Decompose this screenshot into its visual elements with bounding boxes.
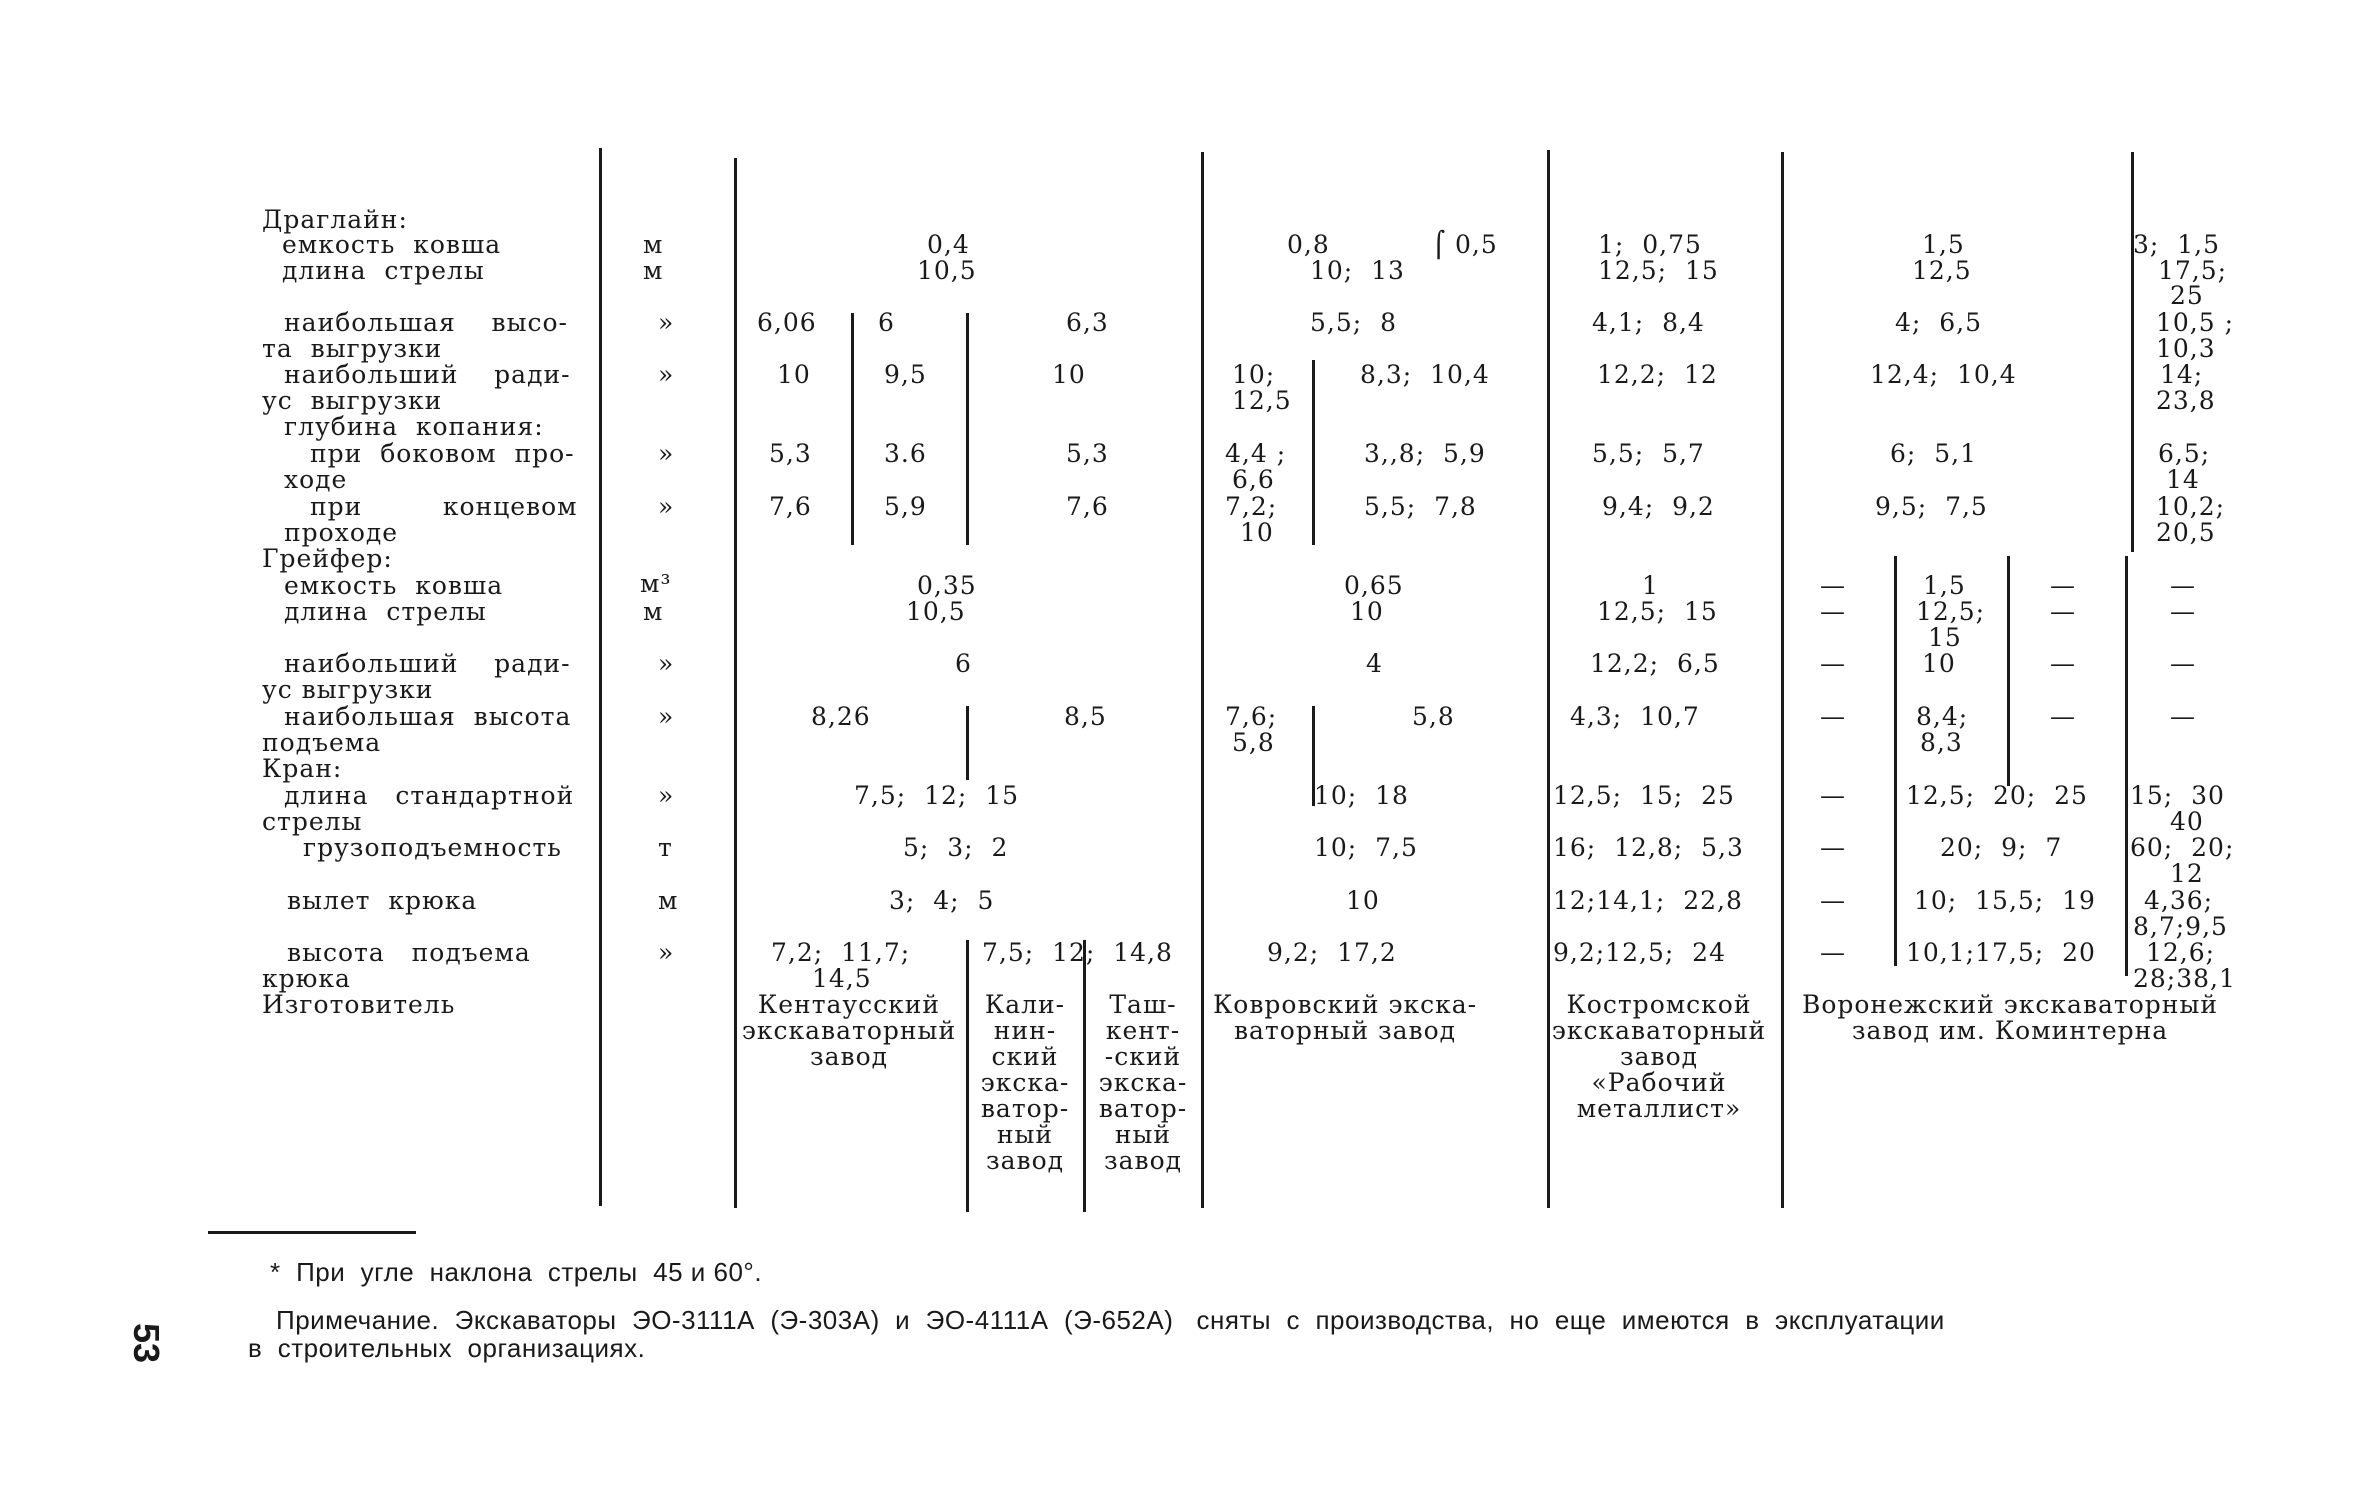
manufacturer-cell [968, 992, 1082, 1174]
table-cell: 20,5 [2156, 518, 2216, 547]
table-cell: 12,5; 15; 25 [1553, 781, 1735, 810]
manufacturer-line: Кали- [984, 990, 1066, 1019]
manufacturer-line: кент- [1105, 1016, 1181, 1045]
page-number: 53 [126, 1322, 168, 1364]
table-cell: 9,2; 17,2 [1267, 938, 1397, 967]
table-cell: 10,5 [917, 256, 977, 285]
table-cell: 12,5 [1232, 386, 1292, 415]
note-line-1: Примечание. Экскаваторы ЭО-3111А (Э-303А) и ЭО-4111А (Э-652А) сняты с производства, но еще имеются в эксплуатации [276, 1305, 1945, 1335]
table-cell: 12,5 [1912, 256, 1972, 285]
table-cell: — [2170, 597, 2196, 626]
table-cell: 12,2; 12 [1597, 360, 1718, 389]
table-cell: 5,9 [884, 492, 927, 521]
table-cell: 5,8 [1412, 702, 1455, 731]
cell-rule [851, 313, 854, 545]
table-cell: Грейфер: [262, 544, 393, 573]
table-cell: при боковом про- [310, 439, 575, 468]
table-cell: 12,5; [1916, 597, 1986, 626]
table-cell: 10,5 ; [2156, 308, 2235, 337]
table-cell: 10; [1232, 360, 1276, 389]
table-cell: 7,2; [1225, 492, 1278, 521]
manufacturer-line: завод им. Коминтерна [1851, 1016, 2169, 1045]
table-cell: 14,5 [812, 964, 872, 993]
table-cell: 25 [2170, 281, 2204, 310]
table-cell: вылет крюка [287, 886, 478, 915]
table-cell: 9,2;12,5; 24 [1553, 938, 1726, 967]
table-cell: 3; 4; 5 [889, 886, 995, 915]
table-cell: длина стрелы [284, 597, 487, 626]
table-cell: глубина копания: [284, 412, 544, 441]
table-cell: м [643, 597, 664, 626]
table-cell: 5,3 [769, 439, 812, 468]
table-cell: — [2050, 649, 2076, 678]
table-cell: Кран: [262, 754, 343, 783]
table-cell: 3,,8; 5,9 [1364, 439, 1486, 468]
table-cell: — [2050, 702, 2076, 731]
table-cell: 3.6 [884, 439, 927, 468]
table-cell: наибольшая высо- [284, 308, 569, 337]
manufacturer-line: завод [985, 1146, 1065, 1175]
table-cell: 10 [1052, 360, 1086, 389]
manufacturer-cell [1548, 992, 1770, 1122]
manufacturer-line: металлист» [1576, 1094, 1742, 1123]
table-cell: 10; 13 [1310, 256, 1405, 285]
manufacturer-line: Костромской [1566, 990, 1752, 1019]
cell-rule [966, 706, 969, 780]
table-cell: подъема [262, 728, 382, 757]
table-cell: 4,36; [2144, 886, 2214, 915]
table-cell: проходе [284, 518, 399, 547]
table-cell: 4,4 ; [1225, 439, 1287, 468]
column-rule [599, 148, 602, 1206]
manufacturer-line: «Рабочий [1591, 1068, 1727, 1097]
table-cell: 4,3; 10,7 [1570, 702, 1700, 731]
manufacturer-line: завод [809, 1042, 889, 1071]
table-cell: м [643, 256, 664, 285]
table-cell: 8,3; 10,4 [1360, 360, 1490, 389]
table-cell: 6; 5,1 [1890, 439, 1977, 468]
table-cell: при концевом [310, 492, 578, 521]
table-cell: 5,8 [1232, 728, 1275, 757]
table-cell: » [658, 439, 675, 468]
footnote: * При угле наклона стрелы 45 и 60°. [270, 1257, 763, 1287]
table-cell: 6,6 [1232, 465, 1275, 494]
table-cell: » [658, 781, 675, 810]
table-cell: ус выгрузки [262, 675, 434, 704]
table-cell: 6,3 [1066, 308, 1109, 337]
table-cell: 12,6; [2146, 938, 2216, 967]
manufacturer-line: ватор- [1098, 1094, 1188, 1123]
table-cell: 14; [2160, 360, 2204, 389]
table-cell: 12,5; 15 [1598, 256, 1719, 285]
table-cell: 7,6 [1066, 492, 1109, 521]
table-cell: — [1820, 938, 1846, 967]
table-cell: 4,1; 8,4 [1592, 308, 1705, 337]
table-cell: 40 [2170, 807, 2204, 836]
manufacturer-cell [1790, 992, 2230, 1044]
cell-rule [1894, 556, 1897, 966]
table-cell: 12,5; 15 [1597, 597, 1718, 626]
table-cell: — [2170, 702, 2196, 731]
manufacturer-line: ный [996, 1120, 1054, 1149]
column-rule [1201, 152, 1204, 1208]
table-cell: т [658, 833, 673, 862]
table-cell: — [1820, 571, 1846, 600]
table-cell: » [658, 702, 675, 731]
manufacturer-cell [1210, 992, 1480, 1044]
table-cell: ходе [284, 465, 348, 494]
table-cell: 9,5 [884, 360, 927, 389]
footnote-rule [208, 1231, 416, 1234]
table-cell: 5,5; 7,8 [1364, 492, 1477, 521]
table-cell: 10 [1350, 597, 1384, 626]
table-cell: 1; 0,75 [1598, 230, 1702, 259]
table-cell: 7,6 [769, 492, 812, 521]
table-cell: 10 [1922, 649, 1956, 678]
manufacturer-line: экска- [980, 1068, 1070, 1097]
table-cell: 12;14,1; 22,8 [1553, 886, 1743, 915]
table-cell: 1 [1642, 571, 1659, 600]
table-cell: 8,3 [1920, 728, 1963, 757]
manufacturer-line: экскаваторный [741, 1016, 957, 1045]
table-cell: 12,5; 20; 25 [1906, 781, 2088, 810]
table-cell: крюка [262, 964, 351, 993]
table-cell: — [1820, 833, 1846, 862]
table-cell: 9,4; 9,2 [1602, 492, 1715, 521]
table-cell: 28;38,1 [2133, 964, 2236, 993]
table-cell: » [658, 492, 675, 521]
table-cell: 8,4; [1916, 702, 1969, 731]
table-cell: 15; 30 [2130, 781, 2225, 810]
table-cell: — [2050, 571, 2076, 600]
table-cell: — [1820, 597, 1846, 626]
table-cell: ус выгрузки [262, 386, 443, 415]
table-cell: — [2170, 649, 2196, 678]
table-cell: 7,2; 11,7; [771, 938, 911, 967]
table-cell: 0,8 [1287, 230, 1330, 259]
manufacturer-line: завод [1619, 1042, 1699, 1071]
table-cell: 8,7;9,5 [2133, 912, 2228, 941]
table-cell: ⌠ 0,5 [1432, 230, 1498, 259]
table-cell: 5; 3; 2 [903, 833, 1009, 862]
table-cell: 7,6; [1225, 702, 1278, 731]
table-cell: 16; 12,8; 5,3 [1553, 833, 1744, 862]
table-cell: грузоподъемность [303, 833, 562, 862]
manufacturer-cell [1085, 992, 1201, 1174]
column-rule [2131, 152, 2134, 552]
table-cell: 4; 6,5 [1895, 308, 1982, 337]
table-cell: — [1820, 649, 1846, 678]
manufacturer-line: ский [991, 1042, 1059, 1071]
table-cell: 10 [1240, 518, 1274, 547]
table-cell: длина стандартной [284, 781, 575, 810]
table-cell: та выгрузки [262, 334, 443, 363]
table-cell: 9,5; 7,5 [1875, 492, 1988, 521]
manufacturer-line: экска- [1098, 1068, 1188, 1097]
table-cell: 12,2; 6,5 [1590, 649, 1720, 678]
table-cell: м [658, 886, 679, 915]
manufacturer-cell [740, 992, 958, 1070]
table-cell: 6 [955, 649, 972, 678]
table-cell: — [1820, 781, 1846, 810]
table-cell: высота подъема [287, 938, 531, 967]
table-cell: м³ [640, 569, 672, 598]
manufacturer-line: Кентаусский [757, 990, 941, 1019]
table-cell: 4 [1366, 649, 1383, 678]
table-cell: 15 [1928, 623, 1962, 652]
table-cell: 1,5 [1922, 230, 1965, 259]
table-cell: 10,5 [906, 597, 966, 626]
table-cell: 10,1;17,5; 20 [1906, 938, 2096, 967]
table-cell: 10; 7,5 [1314, 833, 1418, 862]
table-cell: — [2170, 571, 2196, 600]
table-cell: наибольший ради- [284, 360, 571, 389]
cell-rule [1312, 360, 1315, 545]
table-cell: 10,2; [2156, 492, 2226, 521]
table-cell: — [1820, 886, 1846, 915]
cell-rule [966, 313, 969, 545]
table-cell: 8,26 [811, 702, 871, 731]
table-cell: 10; 15,5; 19 [1914, 886, 2096, 915]
table-cell: » [658, 360, 675, 389]
table-cell: 20; 9; 7 [1940, 833, 2063, 862]
table-cell: 23,8 [2156, 386, 2216, 415]
table-cell: 6,5; [2158, 439, 2211, 468]
table-cell: 10,3 [2156, 334, 2216, 363]
table-cell: » [658, 938, 675, 967]
manufacturer-line: завод [1103, 1146, 1183, 1175]
table-cell: 10; 18 [1314, 781, 1409, 810]
table-cell: 5,3 [1066, 439, 1109, 468]
table-cell: » [658, 308, 675, 337]
table-cell: наибольшая высота [284, 702, 572, 731]
table-cell: 0,4 [927, 230, 970, 259]
manufacturer-line: нин- [993, 1016, 1057, 1045]
table-cell: стрелы [262, 807, 363, 836]
table-cell: 6,06 [757, 308, 817, 337]
cell-rule [2007, 556, 2010, 786]
column-rule [734, 158, 737, 1208]
table-cell: наибольший ради- [284, 649, 571, 678]
table-cell: Драглайн: [262, 205, 408, 234]
table-cell: м [643, 230, 664, 259]
table-cell: 3; 1,5 [2133, 230, 2220, 259]
table-cell: Изготовитель [262, 990, 456, 1019]
manufacturer-line: Таш- [1109, 990, 1177, 1019]
manufacturer-line: ваторный завод [1233, 1016, 1457, 1045]
table-cell: 1,5 [1923, 571, 1966, 600]
table-cell: 12,4; 10,4 [1870, 360, 2017, 389]
column-rule [1781, 152, 1784, 1208]
table-cell: длина стрелы [282, 256, 485, 285]
table-cell: — [2050, 597, 2076, 626]
table-cell: 12 [2170, 859, 2204, 888]
note-line-2: в строительных организациях. [248, 1333, 646, 1363]
manufacturer-line: ватор- [980, 1094, 1070, 1123]
manufacturer-line: Ковровский экска- [1212, 990, 1478, 1019]
manufacturer-line: экскаваторный [1551, 1016, 1767, 1045]
table-cell: » [658, 649, 675, 678]
table-cell: 60; 20; [2130, 833, 2235, 862]
table-cell: 7,5; 12; 14,8 [982, 938, 1173, 967]
table-cell: емкость ковша [282, 230, 502, 259]
table-cell: 14 [2166, 465, 2200, 494]
table-cell: — [1820, 702, 1846, 731]
manufacturer-line: Воронежский экскаваторный [1801, 990, 2219, 1019]
table-cell: 10 [777, 360, 811, 389]
table-cell: 7,5; 12; 15 [854, 781, 1020, 810]
table-cell: 0,65 [1344, 571, 1404, 600]
manufacturer-line: -ский [1104, 1042, 1182, 1071]
table-cell: 5,5; 8 [1310, 308, 1397, 337]
manufacturer-line: ный [1114, 1120, 1172, 1149]
table-cell: 5,5; 5,7 [1592, 439, 1705, 468]
table-cell: 8,5 [1064, 702, 1107, 731]
cell-rule [2125, 556, 2128, 976]
table-cell: 10 [1346, 886, 1380, 915]
table-cell: 0,35 [917, 571, 977, 600]
table-cell: емкость ковша [284, 571, 504, 600]
table-cell: 6 [878, 308, 895, 337]
table-cell: 17,5; [2158, 256, 2228, 285]
